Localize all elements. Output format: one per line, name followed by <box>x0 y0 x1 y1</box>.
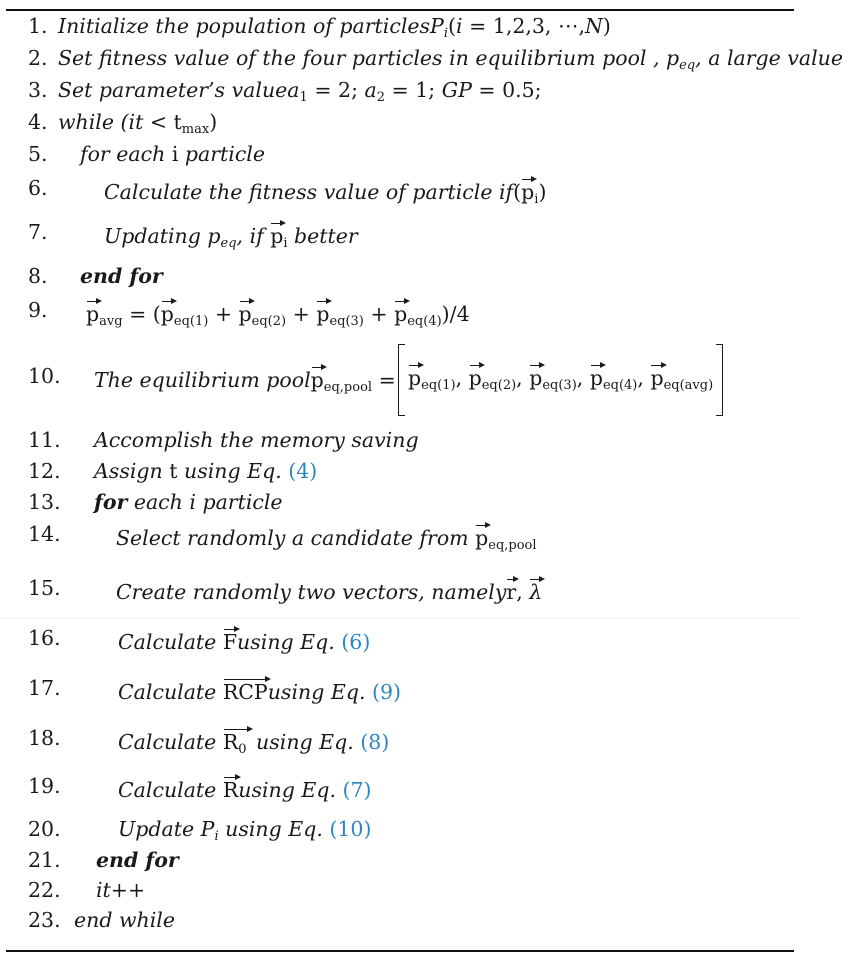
line-text: for <box>94 490 128 514</box>
p-vector: p <box>270 220 283 248</box>
line-number: 15. <box>28 576 61 600</box>
line-number: 10. <box>28 364 61 388</box>
section-divider <box>0 618 800 619</box>
line-number: 11. <box>28 428 61 452</box>
line-text: Calculate the fitness value of particle <box>104 180 499 204</box>
line-text: Initialize the population of particles <box>58 14 431 38</box>
equation-reference[interactable]: (6) <box>341 630 371 654</box>
line-text: end while <box>74 908 175 932</box>
equation-reference[interactable]: (10) <box>329 817 372 841</box>
line-number: 16. <box>28 626 61 650</box>
line-text: Create randomly two vectors, namely <box>116 580 507 604</box>
line-text: Update <box>118 817 201 841</box>
line-text: The equilibrium pool <box>94 368 311 392</box>
line-number: 14. <box>28 522 61 546</box>
equation-reference[interactable]: (9) <box>371 680 402 704</box>
line-number: 13. <box>28 490 61 514</box>
line-text: for each <box>80 142 172 166</box>
line-text: Set parameter’s value <box>58 78 288 102</box>
line-text: end for <box>80 264 163 288</box>
line-text: Calculate <box>118 630 223 654</box>
line-number: 19. <box>28 774 61 798</box>
line-number: 20. <box>28 817 61 841</box>
line-text: while (it < <box>58 110 174 134</box>
line-number: 12. <box>28 459 61 483</box>
line-text: Calculate <box>118 730 223 754</box>
line-text: end for <box>96 848 179 872</box>
line-text: Calculate <box>118 778 223 802</box>
line-number: 21. <box>28 848 61 872</box>
line-text: Calculate <box>118 680 223 704</box>
line-text: Updating <box>104 224 208 248</box>
line-number: 22. <box>28 878 61 902</box>
line-number: 6. <box>28 176 48 200</box>
line-number: 17. <box>28 676 61 700</box>
line-number: 23. <box>28 908 61 932</box>
line-number: 18. <box>28 726 61 750</box>
line-number: 8. <box>28 264 48 288</box>
line-text: Select randomly a candidate from <box>116 526 476 550</box>
line-text: Assign <box>94 459 170 483</box>
p-avg-equation: $p_{avg} = (p_{eq(1)} + p_{eq(2)} + p_{eq(3)} + p_{eq(4)})/4$ <box>86 298 470 334</box>
line-number: 7. <box>28 220 48 244</box>
equation-reference[interactable]: (4) <box>288 459 318 483</box>
equation-reference[interactable]: (7) <box>342 778 372 802</box>
line-text: Accomplish the memory saving <box>94 428 419 452</box>
bottom-rule <box>6 950 794 952</box>
line-number: 1. <box>28 14 48 38</box>
line-text: it++ <box>96 878 146 902</box>
line-number: 3. <box>28 78 48 102</box>
line-text: Set fitness value of the four particles in equilibrium pool , <box>58 46 667 70</box>
algorithm-box: 1. Initialize the population of particlesP$_i$(i = 1,2,3, ⋯,N) 2. Set fitness value of the four particles in equilibrium pool , $p_{eq}$, a large value 3. Set parameter’s valuea$_1$ = 2; $a_2 = 1$; GP = 0.5; 4. while $(it < t_{max})$ 5. for each i particle 6. Calculate the fitness value of particle $if(p_i)$ 7. Updating $p_{eq}$, if $p_i$ better 8. end for 9. $p_{avg} = (p_{eq(1)} + p_{eq(2)} + p_{eq(3)} + p_{eq(4)})/4$ 10. The equilibrium poolp$_{eq,pool}$ = $p_{eq(1)}$, $p_{eq(2)}$, $p_{eq(3)}$, $p_{eq(4)}$, $p_{eq(avg)}$ 11. Accomplish the memory saving 12. Assign t using Eq. (4) 13. for each i particle 14. Select randomly a candidate from $p_{eq,pool}$ 15. Create randomly two vectors, namelyr, λ 16. Calculate Fusing Eq. (6) 17. Calculate RCPusing Eq. (9) 18. Calculate $R_0$ using Eq. (8) 19. Calculate Rusing Eq. (7) 20. Update $P_i$ using Eq. (10) 21. end for 22. it++ 23. end while <box>0 0 800 971</box>
line-number: 4. <box>28 110 48 134</box>
equation-reference[interactable]: (8) <box>360 730 390 754</box>
equilibrium-pool-matrix: $p_{eq(1)}$, $p_{eq(2)}$, $p_{eq(3)}$, $p_{eq(4)}$, $p_{eq(avg)}$ <box>398 354 723 406</box>
line-number: 5. <box>28 142 48 166</box>
top-rule <box>6 9 794 11</box>
line-number: 9. <box>28 298 48 322</box>
line-number: 2. <box>28 46 48 70</box>
p-vector: p <box>521 176 534 204</box>
